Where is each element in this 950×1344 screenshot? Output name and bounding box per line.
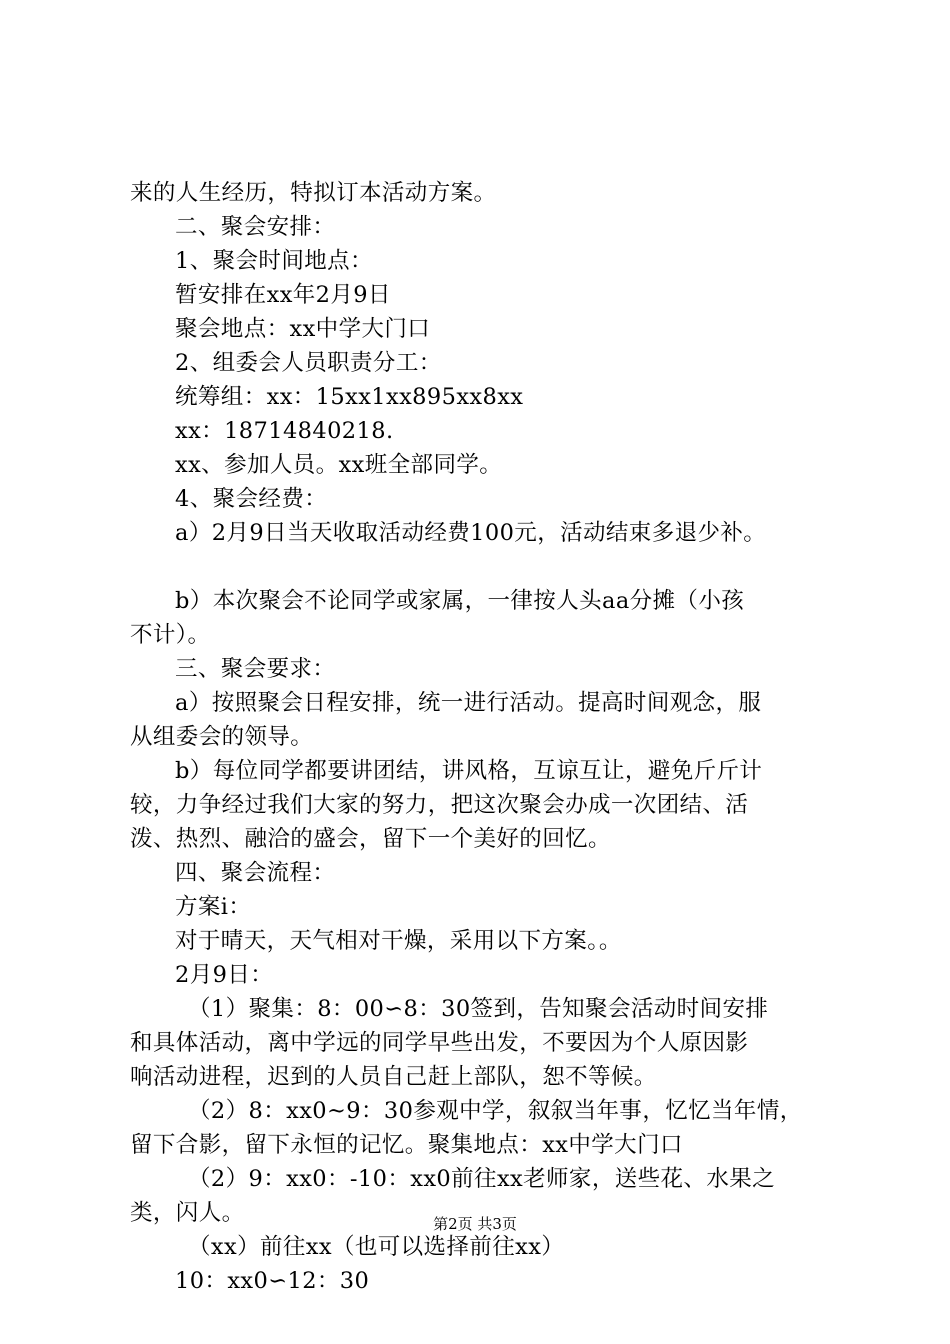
body-line: 2月9日：: [175, 962, 274, 988]
body-line: 泼、热烈、融洽的盛会，留下一个美好的回忆。: [130, 826, 611, 852]
body-line: 类，闪人。: [130, 1200, 245, 1226]
page-footer: 第2页 共3页: [433, 1215, 517, 1233]
body-line: 1、聚会时间地点：: [175, 248, 373, 274]
body-line: a）按照聚会日程安排，统一进行活动。提高时间观念，服: [175, 690, 762, 716]
section-heading: 四、聚会流程：: [175, 860, 336, 886]
body-line: 聚会地点：xx中学大门口: [175, 316, 431, 342]
section-heading: 三、聚会要求：: [175, 656, 336, 682]
body-line: 从组委会的领导。: [130, 724, 314, 750]
body-line: （2）9：xx0：-10：xx0前往xx老师家，送些花、水果之: [188, 1166, 776, 1192]
body-line: xx、参加人员。xx班全部同学。: [175, 452, 503, 478]
body-line: 不计）。: [130, 622, 211, 648]
body-line: 暂安排在xx年2月9日: [175, 282, 391, 308]
body-line: 2、组委会人员职责分工：: [175, 350, 442, 376]
body-line: （2）8：xx0~9：30参观中学，叙叙当年事，忆忆当年情，: [188, 1098, 803, 1124]
body-line: 留下合影，留下永恒的记忆。聚集地点：xx中学大门口: [130, 1132, 683, 1158]
body-line: 统筹组：xx：15xx1xx895xx8xx: [175, 384, 524, 410]
body-line: （xx）前往xx（也可以选择前往xx）: [188, 1234, 565, 1260]
body-line: 来的人生经历，特拟订本活动方案。: [130, 180, 497, 206]
body-line: xx：18714840218.: [175, 418, 394, 444]
document-body: [130, 176, 850, 1298]
blank-line: [130, 550, 850, 584]
body-line: b）本次聚会不论同学或家属，一律按人头aa分摊（小孩: [175, 588, 745, 614]
section-heading: 二、聚会安排：: [175, 214, 336, 240]
body-line: 10：xx0∽12：30: [175, 1268, 370, 1294]
body-line: 4、聚会经费：: [175, 486, 328, 512]
body-line: b）每位同学都要讲团结，讲风格，互谅互让，避免斤斤计: [175, 758, 763, 784]
body-line: （1）聚集：8：00∽8：30签到，告知聚会活动时间安排: [188, 996, 769, 1022]
body-line: 响活动进程，迟到的人员自己赶上部队，恕不等候。: [130, 1064, 657, 1090]
body-line: a）2月9日当天收取活动经费100元，活动结束多退少补。: [175, 520, 767, 546]
body-line: 方案ⅰ：: [175, 894, 252, 920]
body-line: 对于晴天，天气相对干燥，采用以下方案。。: [175, 928, 622, 954]
body-line: 和具体活动，离中学远的同学早些出发，不要因为个人原因影: [130, 1030, 749, 1056]
body-line: 较，力争经过我们大家的努力，把这次聚会办成一次团结、活: [130, 792, 749, 818]
